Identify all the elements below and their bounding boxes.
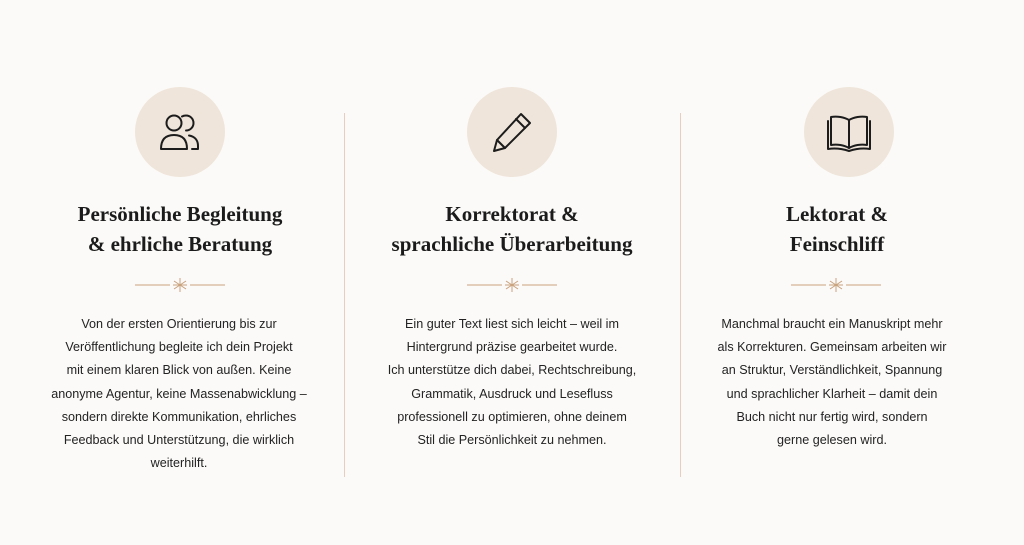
feature-description-line: professionell zu optimieren, ohne deinem (397, 409, 627, 424)
feature-description (667, 313, 997, 452)
feature-description-line: Grammatik, Ausdruck und Lesefluss (411, 386, 613, 401)
feature-description-line: sondern direkte Kommunikation, ehrliches (61, 409, 297, 424)
users-icon (156, 108, 204, 156)
feature-description-line: und sprachlicher Klarheit – damit dein (726, 386, 938, 401)
asterisk-ornament (791, 276, 881, 294)
feature-title (672, 199, 1002, 259)
asterisk-ornament (467, 276, 557, 294)
icon-circle (135, 87, 225, 177)
feature-description (347, 313, 677, 452)
feature-title-line: Lektorat & (785, 202, 889, 226)
feature-description-line: Hintergrund präzise gearbeitet wurde. (406, 340, 618, 355)
feature-title-line: Korrektorat & (445, 202, 579, 226)
feature-description-line: weiterhilft. (150, 456, 208, 471)
feature-title (347, 199, 677, 259)
feature-description (14, 313, 344, 475)
icon-circle (467, 87, 557, 177)
asterisk-divider-icon (467, 276, 557, 294)
feature-description-line: Stil die Persönlichkeit zu nehmen. (417, 433, 607, 448)
asterisk-ornament (135, 276, 225, 294)
asterisk-divider-icon (791, 276, 881, 294)
feature-description-line: Von der ersten Orientierung bis zur (81, 317, 277, 331)
feature-title (15, 199, 345, 259)
open-book-icon (825, 108, 873, 156)
feature-title-line: sprachliche Überarbeitung (391, 232, 633, 256)
feature-description-line: als Korrekturen. Gemeinsam arbeiten wir (717, 340, 947, 355)
asterisk-divider-icon (135, 276, 225, 294)
feature-title-line: Feinschliff (789, 232, 885, 256)
feature-description-line: Ein guter Text liest sich leicht – weil im (405, 317, 619, 331)
feature-card-editing (672, 0, 1002, 545)
icon-circle (804, 87, 894, 177)
feature-description-line: Veröffentlichung begleite ich dein Projekt (65, 340, 293, 355)
column-divider (344, 113, 345, 477)
feature-description-line: gerne gelesen wird. (777, 433, 887, 448)
feature-card-proofreading (347, 0, 677, 545)
feature-title-line: & ehrliche Beratung (87, 232, 273, 256)
pencil-icon (488, 108, 536, 156)
feature-title-line: Persönliche Begleitung (77, 202, 283, 226)
feature-description-line: an Struktur, Verständlichkeit, Spannung (721, 363, 943, 378)
feature-description-line: mit einem klaren Blick von außen. Keine (66, 363, 292, 378)
feature-description-line: Ich unterstütze dich dabei, Rechtschreibung, (387, 363, 637, 378)
feature-description-line: Manchmal braucht ein Manuskript mehr (721, 317, 943, 331)
feature-description-line: Feedback und Unterstützung, die wirklich (63, 433, 295, 448)
feature-description-line: anonyme Agentur, keine Massenabwicklung – (51, 386, 307, 401)
feature-card-personal-guidance (17, 0, 347, 545)
feature-description-line: Buch nicht nur fertig wird, sondern (736, 409, 928, 424)
